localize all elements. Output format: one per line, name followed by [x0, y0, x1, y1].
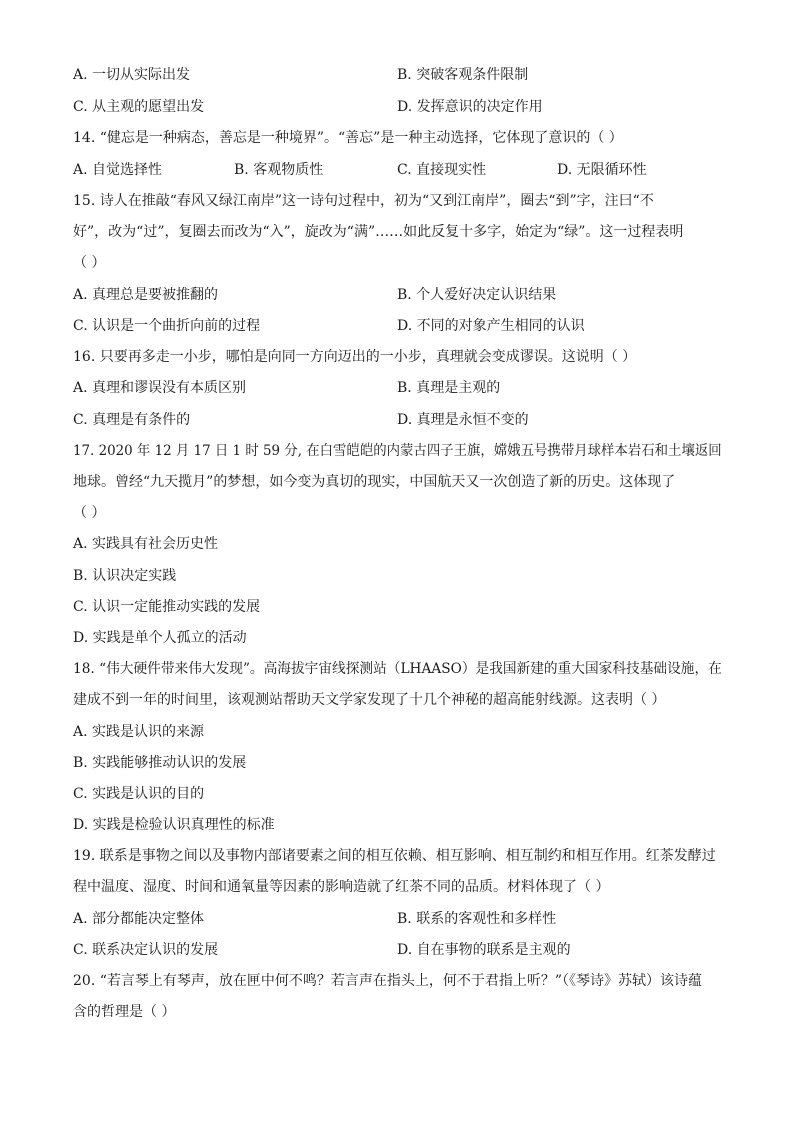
q15-stem-line-1: 15. 诗人在推敲“春风又绿江南岸”这一诗句过程中，初为“又到江南岸”，圈去“到”字，注曰“不	[73, 193, 654, 209]
q18-option-d: D. 实践是检验认识真理性的标准	[73, 817, 275, 833]
q14-option-a: A. 自觉选择性	[73, 162, 163, 178]
q19-option-a: A. 部分都能决定整体	[73, 911, 205, 927]
q14-option-b: B. 客观物质性	[234, 162, 324, 178]
q16-option-a: A. 真理和谬误没有本质区别	[73, 380, 247, 396]
q16-option-b: B. 真理是主观的	[397, 380, 501, 396]
q18-stem-line-1: 18. “伟大硬件带来伟大发现”。高海拔宇宙线探测站（LHAASO）是我国新建的重大国家科技基础设施，在	[73, 661, 722, 677]
q20-stem-line-2: 含的哲理是（ ）	[73, 1004, 176, 1020]
q14-option-c: C. 直接现实性	[397, 162, 487, 178]
q19-option-c: C. 联系决定认识的发展	[73, 942, 219, 958]
q16-stem: 16. 只要再多走一小步，哪怕是向同一方向迈出的一小步，真理就会变成谬误。这说明（ ）	[73, 349, 637, 365]
q14-option-d: D. 无限循环性	[557, 162, 647, 178]
q19-stem-line-2: 程中温度、湿度、时间和通氧量等因素的影响造就了红茶不同的品质。材料体现了（ ）	[73, 879, 610, 895]
q17-option-a: A. 实践具有社会历史性	[73, 536, 219, 552]
q15-option-a: A. 真理总是要被推翻的	[73, 287, 219, 303]
q13-option-d: D. 发挥意识的决定作用	[397, 99, 543, 115]
q19-option-d: D. 自在事物的联系是主观的	[397, 942, 571, 958]
q17-option-c: C. 认识一定能推动实践的发展	[73, 599, 261, 615]
q16-option-c: C. 真理是有条件的	[73, 412, 191, 428]
q17-option-d: D. 实践是单个人孤立的活动	[73, 630, 247, 646]
q18-option-a: A. 实践是认识的来源	[73, 724, 205, 740]
q19-option-b: B. 联系的客观性和多样性	[397, 911, 557, 927]
q18-option-b: B. 实践能够推动认识的发展	[73, 755, 247, 771]
q15-stem-line-3: （ ）	[73, 255, 106, 271]
q18-stem-line-2: 建成不到一年的时间里，该观测站帮助天文学家发现了十几个神秘的超高能射线源。这表明（ ）	[73, 692, 666, 708]
q15-option-d: D. 不同的对象产生相同的认识	[397, 318, 585, 334]
q15-stem-line-2: 好”，改为“过”，复圈去而改为“入”，旋改为“满”……如此反复十多字，始定为“绿”。这一过程表明	[73, 224, 684, 240]
q18-option-c: C. 实践是认识的目的	[73, 786, 205, 802]
q13-option-a: A. 一切从实际出发	[73, 67, 191, 83]
q13-option-c: C. 从主观的愿望出发	[73, 99, 205, 115]
q15-option-c: C. 认识是一个曲折向前的过程	[73, 318, 261, 334]
q16-option-d: D. 真理是永恒不变的	[397, 412, 529, 428]
q17-stem-line-3: （ ）	[73, 505, 106, 521]
q17-option-b: B. 认识决定实践	[73, 568, 177, 584]
q19-stem-line-1: 19. 联系是事物之间以及事物内部诸要素之间的相互依赖、相互影响、相互制约和相互作用。红茶发酵过	[73, 848, 716, 864]
q17-stem-line-2: 地球。曾经“九天揽月”的梦想，如今变为真切的现实，中国航天又一次创造了新的历史。这体现了	[73, 474, 676, 490]
q14-stem: 14. “健忘是一种病态，善忘是一种境界”。“善忘”是一种主动选择，它体现了意识的（ ）	[73, 130, 623, 146]
q15-option-b: B. 个人爱好决定认识结果	[397, 287, 557, 303]
q17-stem-line-1: 17. 2020 年 12 月 17 日 1 时 59 分, 在白雪皑皑的内蒙古四子王旗，嫦娥五号携带月球样本岩石和土壤返回	[73, 443, 722, 459]
q13-option-b: B. 突破客观条件限制	[397, 67, 529, 83]
q20-stem-line-1: 20. “若言琴上有琴声，放在匣中何不鸣？若言声在指头上，何不于君指上听？”（《琴诗》苏轼）该诗蕴	[73, 973, 703, 989]
